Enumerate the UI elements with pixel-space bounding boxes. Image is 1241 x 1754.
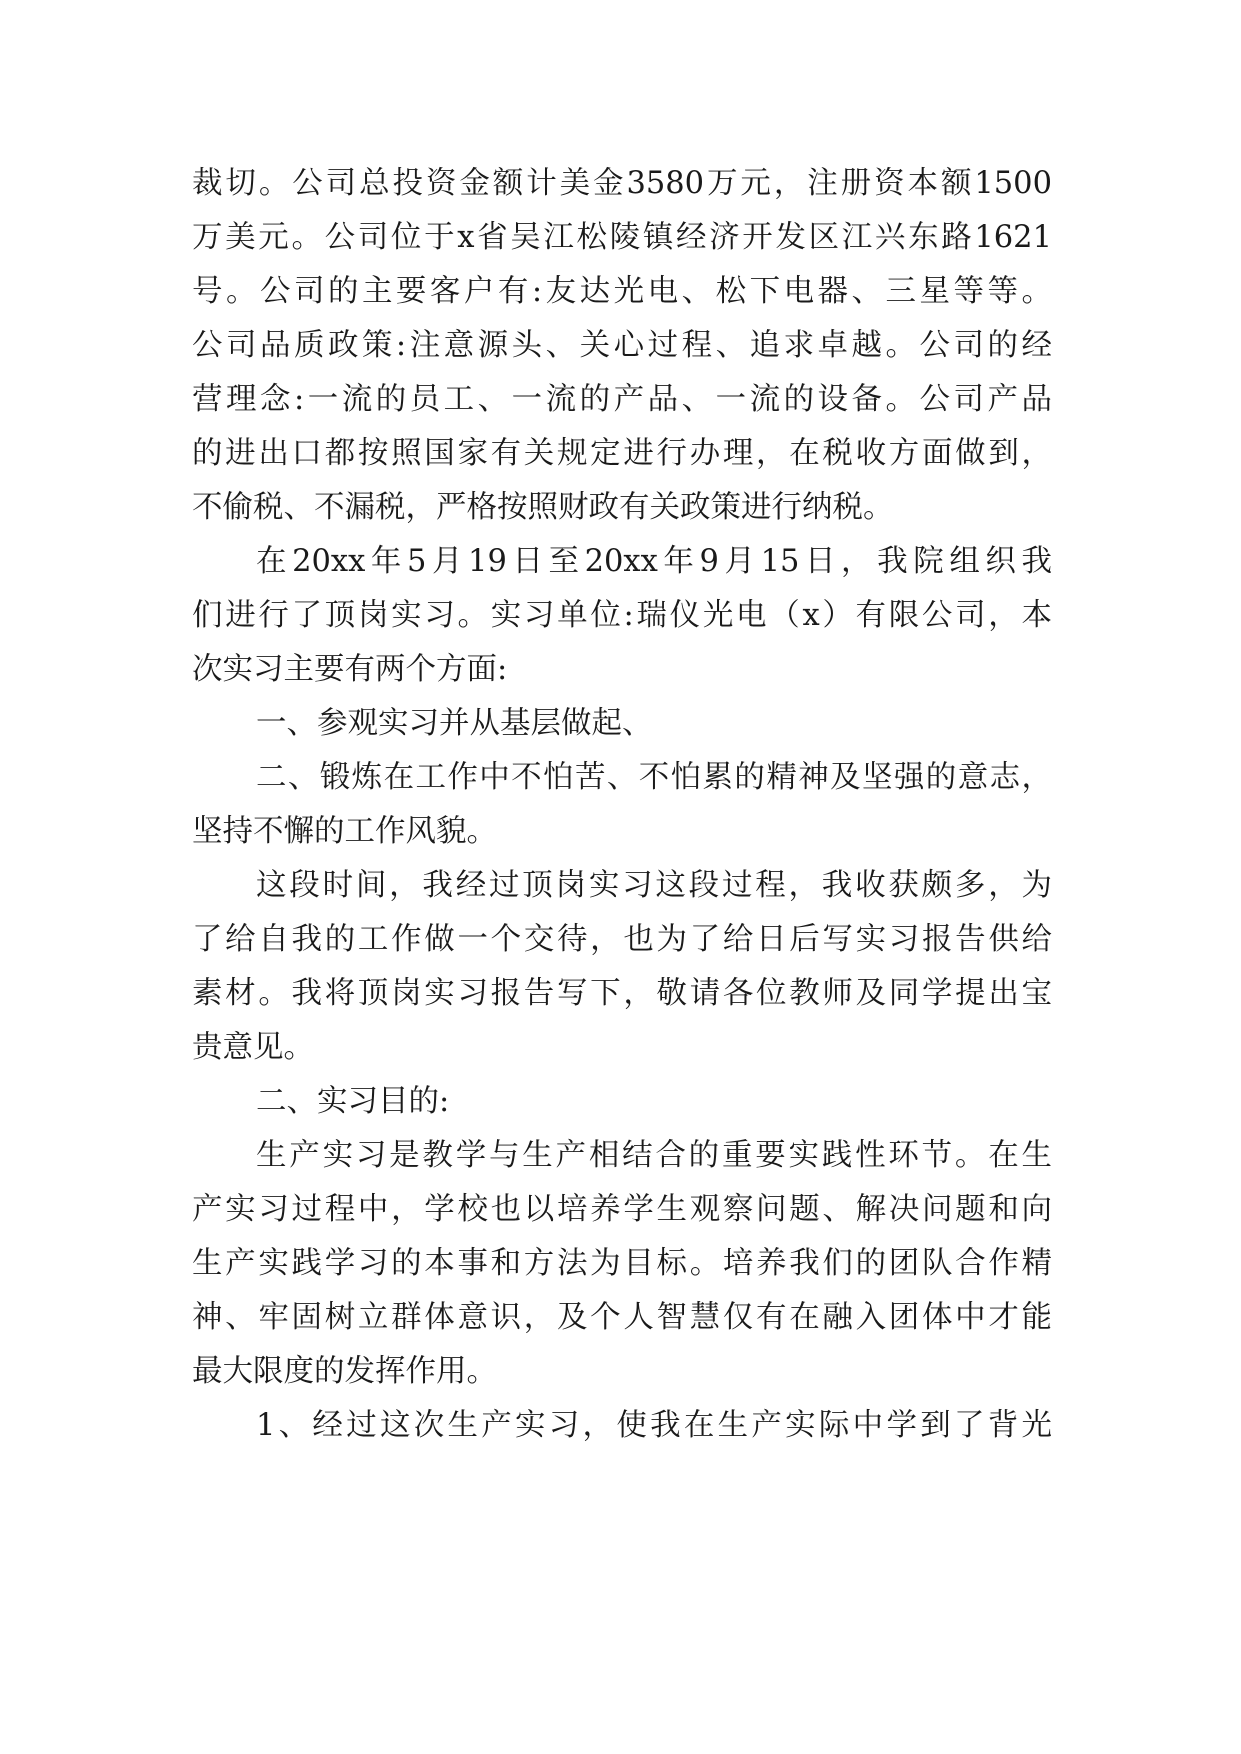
text-line: 坚持不懈的工作风貌。 bbox=[192, 814, 497, 849]
text-line: 的进出口都按照国家有关规定进行办理，在税收方面做到， bbox=[192, 436, 1052, 471]
text-line: 最大限度的发挥作用。 bbox=[192, 1354, 497, 1389]
text-line: 生产实践学习的本事和方法为目标。培养我们的团队合作精 bbox=[192, 1246, 1052, 1281]
text-line: 万美元。公司位于x省吴江松陵镇经济开发区江兴东路1621 bbox=[192, 220, 1052, 255]
text-line: 神、牢固树立群体意识，及个人智慧仅有在融入团体中才能 bbox=[192, 1300, 1052, 1335]
text-line: 二、锻炼在工作中不怕苦、不怕累的精神及坚强的意志， bbox=[256, 760, 1052, 795]
text-line: 营理念:一流的员工、一流的产品、一流的设备。公司产品 bbox=[192, 382, 1052, 417]
text-line: 了给自我的工作做一个交待，也为了给日后写实习报告供给 bbox=[192, 922, 1052, 957]
text-line: 不偷税、不漏税，严格按照财政有关政策进行纳税。 bbox=[192, 490, 894, 525]
text-line: 在20xx年5月19日至20xx年9月15日，我院组织我 bbox=[256, 544, 1052, 579]
text-line: 生产实习是教学与生产相结合的重要实践性环节。在生 bbox=[256, 1138, 1052, 1173]
text-line: 号。公司的主要客户有:友达光电、松下电器、三星等等。 bbox=[192, 274, 1052, 309]
text-line: 裁切。公司总投资金额计美金3580万元，注册资本额1500 bbox=[192, 166, 1052, 201]
text-line: 产实习过程中，学校也以培养学生观察问题、解决问题和向 bbox=[192, 1192, 1052, 1227]
text-line: 这段时间，我经过顶岗实习这段过程，我收获颇多，为 bbox=[256, 868, 1052, 903]
text-line: 公司品质政策:注意源头、关心过程、追求卓越。公司的经 bbox=[192, 328, 1052, 363]
section-heading: 二、实习目的: bbox=[256, 1084, 450, 1119]
text-line: 一、参观实习并从基层做起、 bbox=[256, 706, 653, 741]
text-line: 次实习主要有两个方面: bbox=[192, 652, 508, 687]
text-line: 素材。我将顶岗实习报告写下，敬请各位教师及同学提出宝 bbox=[192, 976, 1052, 1011]
text-line: 贵意见。 bbox=[192, 1030, 314, 1065]
text-line: 们进行了顶岗实习。实习单位:瑞仪光电（x）有限公司，本 bbox=[192, 598, 1052, 633]
text-line: 1、经过这次生产实习，使我在生产实际中学到了背光 bbox=[256, 1408, 1052, 1443]
